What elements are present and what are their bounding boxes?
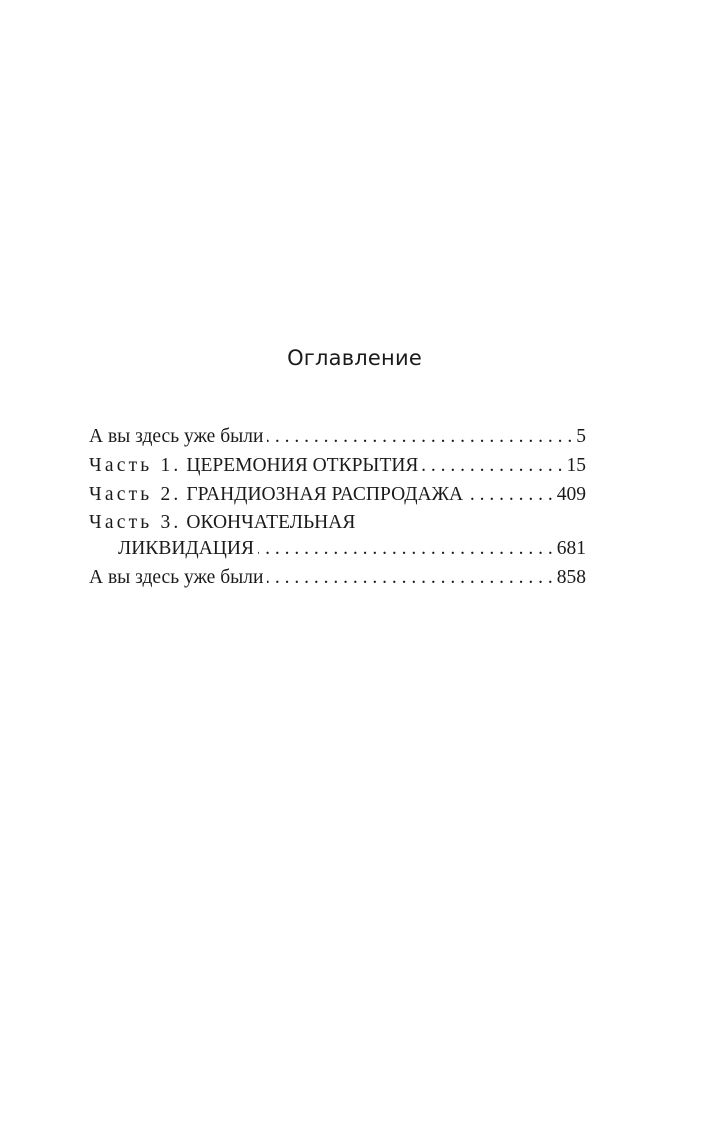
toc-entry-part-1[interactable] — [89, 452, 586, 479]
toc-page-number: 681 — [556, 538, 586, 559]
page-title: Оглавление — [287, 346, 422, 370]
toc-part-title-cont: ЛИКВИДАЦИЯ — [118, 538, 254, 559]
toc-entry-label — [89, 481, 463, 508]
toc-part-prefix: Часть 1. — [89, 455, 182, 476]
toc-page-number: 5 — [576, 426, 586, 447]
dot-leader — [258, 535, 553, 562]
toc-entry-label: А вы здесь уже были — [89, 567, 264, 588]
toc-part-title: ОКОНЧАТЕЛЬНАЯ — [186, 512, 356, 533]
toc-entry-label — [89, 510, 586, 535]
dot-leader — [267, 423, 572, 450]
dot-leader — [267, 564, 552, 591]
toc-entry-part-2[interactable] — [89, 481, 586, 508]
toc-page-number: 15 — [566, 455, 586, 476]
dot-leader — [422, 452, 562, 479]
toc-entry-label — [89, 452, 418, 479]
toc-part-prefix: Часть 2. — [89, 484, 182, 505]
toc-page-number: 409 — [556, 484, 586, 505]
toc-part-prefix: Часть 3. — [89, 512, 182, 533]
toc-entry-continuation — [89, 535, 586, 562]
toc-part-title: ГРАНДИОЗНАЯ РАСПРОДАЖА — [186, 484, 464, 505]
table-of-contents — [89, 423, 586, 593]
toc-part-title: ЦЕРЕМОНИЯ ОТКРЫТИЯ — [186, 455, 419, 476]
dot-leader — [467, 481, 553, 508]
toc-page-number: 858 — [556, 567, 586, 588]
toc-entry-label: А вы здесь уже были — [89, 426, 264, 447]
toc-entry-part-3[interactable] — [89, 510, 586, 562]
toc-entry-outro[interactable] — [89, 564, 586, 591]
toc-entry-intro[interactable] — [89, 423, 586, 450]
